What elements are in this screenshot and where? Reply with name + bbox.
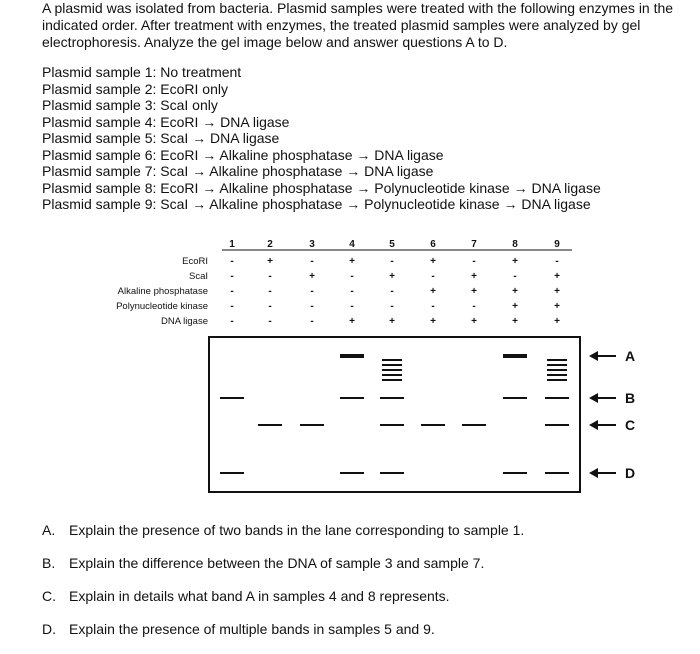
treatment-sign: + — [512, 256, 518, 267]
treatment-sign: + — [389, 271, 395, 282]
sample-item: Plasmid sample 2: EcoRI only — [42, 80, 228, 97]
treatment-sign: - — [513, 271, 517, 282]
lane-number: 8 — [512, 239, 518, 250]
lane-number: 6 — [430, 239, 436, 250]
gel-band — [340, 397, 364, 399]
gel-band — [545, 397, 569, 399]
intro-paragraph: A plasmid was isolated from bacteria. Plasmid samples were treated with the following enzymes in the indicated order. After treatment with enzymes, the treated plasmid samples were analyzed by gel electrophoresis. Analyze the gel image below and answer questions A to D. — [42, 0, 674, 50]
question-letter: D. — [42, 621, 56, 637]
enzyme-label: DNA ligase — [161, 316, 208, 327]
treatment-sign: - — [390, 256, 394, 267]
question-item — [42, 621, 524, 654]
sample-item: Plasmid sample 9: ScaI → Alkaline phosphatase → Polynucleotide kinase → DNA ligase — [42, 196, 591, 212]
treatment-sign: - — [230, 286, 234, 297]
enzyme-label: Alkaline phosphatase — [117, 286, 208, 297]
question-text: Explain the presence of multiple bands in samples 5 and 9. — [69, 621, 435, 637]
question-letter: A. — [42, 522, 56, 538]
band-markers — [589, 348, 635, 481]
treatment-sign: - — [390, 301, 394, 312]
treatment-sign: - — [230, 316, 234, 327]
treatment-sign: + — [554, 286, 560, 297]
gel-band-ladder — [382, 359, 402, 361]
treatment-sign: - — [268, 271, 272, 282]
enzyme-label: ScaI — [188, 271, 208, 282]
gel-band-ladder — [382, 364, 402, 366]
treatment-sign: - — [230, 271, 234, 282]
treatment-sign: + — [471, 271, 477, 282]
treatment-sign: + — [554, 316, 560, 327]
enzyme-label: EcoRI — [182, 256, 208, 267]
lane-number: 9 — [554, 239, 560, 250]
gel-band — [421, 424, 445, 426]
gel-band-ladder — [547, 379, 567, 381]
sample-item: Plasmid sample 7: ScaI → Alkaline phosphatase → DNA ligase — [42, 163, 434, 179]
gel-band-ladder — [547, 369, 567, 371]
gel-band — [340, 472, 364, 474]
lane-number: 3 — [309, 239, 315, 250]
treatment-sign: - — [350, 286, 354, 297]
question-item — [42, 555, 524, 588]
treatment-sign: - — [472, 256, 476, 267]
treatment-sign: - — [230, 301, 234, 312]
treatment-sign: + — [430, 316, 436, 327]
sample-item: Plasmid sample 8: EcoRI → Alkaline phosphatase → Polynucleotide kinase → DNA ligase — [42, 179, 601, 196]
treatment-sign: - — [350, 301, 354, 312]
treatment-sign: - — [268, 286, 272, 297]
gel-band — [220, 397, 244, 399]
gel-band — [503, 354, 527, 358]
treatment-sign: + — [309, 271, 315, 282]
gel-band — [462, 424, 486, 426]
question-letter: C. — [42, 588, 56, 604]
gel-band — [545, 472, 569, 474]
lane-number-header — [229, 239, 560, 250]
treatment-sign: - — [310, 286, 314, 297]
treatment-sign: - — [310, 316, 314, 327]
gel-band — [503, 397, 527, 399]
gel-band — [380, 397, 404, 399]
treatment-sign: - — [310, 301, 314, 312]
gel-band-ladder — [547, 374, 567, 376]
gel-band — [503, 472, 527, 474]
lane-number: 1 — [229, 239, 235, 250]
lane-number: 5 — [389, 239, 395, 250]
treatment-sign: + — [512, 316, 518, 327]
lane-number: 4 — [349, 239, 355, 250]
treatment-sign: + — [471, 316, 477, 327]
sample-item: Plasmid sample 5: ScaI → DNA ligase — [42, 130, 280, 146]
gel-band-ladder — [382, 369, 402, 371]
gel-band — [545, 424, 569, 426]
gel-band — [300, 424, 324, 426]
treatment-sign: + — [471, 286, 477, 297]
treatment-sign: - — [350, 271, 354, 282]
sample-item: Plasmid sample 3: ScaI only — [42, 97, 218, 113]
gel-band — [380, 472, 404, 474]
lane-number: 2 — [267, 239, 273, 250]
band-marker-label: C — [625, 417, 636, 433]
band-marker-label: D — [625, 465, 636, 481]
sample-item: Plasmid sample 1: No treatment — [42, 64, 242, 80]
question-letter: B. — [42, 555, 56, 571]
treatment-sign: - — [431, 301, 435, 312]
gel-band — [340, 354, 364, 358]
treatment-sign: - — [390, 286, 394, 297]
gel-figure — [0, 235, 700, 500]
gel-band — [380, 424, 404, 426]
enzyme-label: Polynucleotide kinase — [116, 301, 208, 312]
question-list — [42, 522, 524, 654]
treatment-sign: - — [310, 256, 314, 267]
treatment-sign: + — [389, 316, 395, 327]
treatment-sign: - — [555, 256, 559, 267]
treatment-sign: - — [472, 301, 476, 312]
enzyme-label-column — [116, 256, 208, 327]
treatment-sign-table — [230, 256, 560, 327]
treatment-sign: + — [349, 256, 355, 267]
band-marker-label: A — [625, 348, 636, 364]
gel-band-ladder — [547, 359, 567, 361]
treatment-sign: + — [430, 256, 436, 267]
treatment-sign: + — [349, 316, 355, 327]
lane-number: 7 — [471, 239, 477, 250]
question-item — [42, 588, 524, 621]
gel-band — [258, 424, 282, 426]
sample-item: Plasmid sample 4: EcoRI → DNA ligase — [42, 113, 290, 130]
treatment-sign: - — [230, 256, 234, 267]
question-text: Explain the difference between the DNA of sample 3 and sample 7. — [69, 555, 485, 571]
sample-item: Plasmid sample 6: EcoRI → Alkaline phosphatase → DNA ligase — [42, 146, 444, 163]
question-text: Explain the presence of two bands in the lane corresponding to sample 1. — [69, 522, 525, 538]
question-item — [42, 522, 524, 555]
gel-band-ladder — [382, 379, 402, 381]
gel-band-ladder — [382, 374, 402, 376]
band-marker-label: B — [625, 390, 636, 406]
treatment-sign: + — [554, 301, 560, 312]
question-text: Explain in details what band A in samples 4 and 8 represents. — [69, 588, 450, 604]
treatment-sign: - — [431, 271, 435, 282]
sample-list — [42, 64, 601, 213]
treatment-sign: + — [430, 286, 436, 297]
treatment-sign: - — [268, 301, 272, 312]
gel-band — [220, 472, 244, 474]
treatment-sign: + — [512, 301, 518, 312]
treatment-sign: + — [512, 286, 518, 297]
treatment-sign: + — [554, 271, 560, 282]
treatment-sign: - — [268, 316, 272, 327]
treatment-sign: + — [267, 256, 273, 267]
gel-band-ladder — [547, 364, 567, 366]
